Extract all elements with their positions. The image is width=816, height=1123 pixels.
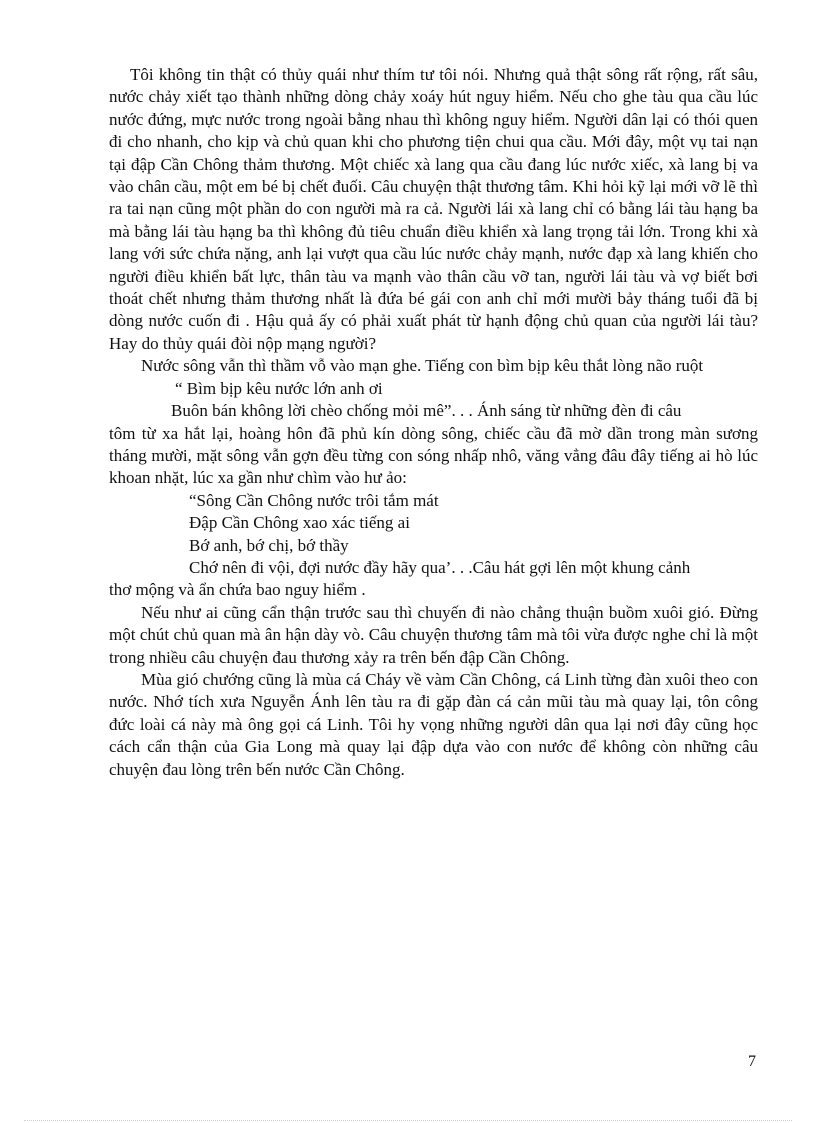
verse-bim-bip-line-1: “ Bìm bịp kêu nước lớn anh ơi [175,378,383,398]
verse-can-chong-line-3: Bớ anh, bớ chị, bớ thầy [189,535,349,555]
paragraph-mua-gio-chuong: Mùa gió chướng cũng là mùa cá Cháy về vàm Cần Chông, cá Linh từng đàn xuôi theo con nước. Nhớ tích xưa Nguyễn Ánh lên tàu ra đi gặp đàn cá cản mũi tàu mà quay lại, tôn công đức loài cá này mà ông gọi cá Linh. Tôi hy vọng những người dân qua lại nơi đây cũng học cách cẩn thận của Gia Long mà quay lại đập dựa vào con nước để không còn những câu chuyện đau lòng trên bến nước Cần Chông. [109,669,758,779]
page-bottom-divider [24,1120,792,1121]
verse-bim-bip-line-2: Buôn bán không lời chèo chống mỏi mê”. . . Ánh sáng từ những đèn đi câu [171,401,682,421]
paragraph-can-than: Nếu như ai cũng cẩn thận trước sau thì chuyến đi nào chẳng thuận buồm xuôi gió. Đừng một chút chủ quan mà ân hận dày vò. Câu chuyện thương tâm mà tôi vừa được nghe chỉ là một trong nhiều câu chuyện đau thương xảy ra trên bến đập Cần Chông. [109,602,758,667]
paragraph-tho-mong: thơ mộng và ẩn chứa bao nguy hiểm . [109,580,366,600]
document-body [109,64,758,781]
verse-can-chong-line-4: Chớ nên đi vội, đợi nước đầy hãy qua’. . .Câu hát gợi lên một khung cảnh [189,557,691,577]
verse-can-chong-line-1: “Sông Cần Chông nước trôi tắm mát [189,490,439,510]
paragraph-hoang-hon: tôm từ xa hắt lại, hoàng hôn đã phủ kín dòng sông, chiếc cầu đã mờ dần trong màn sương tháng mười, mặt sông vẫn gợn đều từng con sóng nhấp nhô, văng vẳng đâu đây tiếng ai hò lúc khoan nhặt, lúc xa gần như chìm vào hư ảo: [109,423,758,488]
verse-can-chong-line-2: Đập Cần Chông xao xác tiếng ai [189,513,410,533]
paragraph-thuy-quai: Tôi không tin thật có thủy quái như thím tư tôi nói. Nhưng quả thật sông rất rộng, rất sâu, nước chảy xiết tạo thành những dòng chảy xoáy hút nguy hiểm. Nếu cho ghe tàu qua cầu lúc nước đứng, mực nước trong ngoài bằng nhau thì không nguy hiểm. Người dân lại có thói quen đi cho nhanh, cho kịp và chủ quan khi cho phương tiện chui qua cầu. Mới đây, một vụ tai nạn tại đập Cần Chông thảm thương. Một chiếc xà lang qua cầu đang lúc nước xiếc, xà lang bị va vào chân cầu, một em bé bị chết đuối. Câu chuyện thật thương tâm. Khi hỏi kỹ lại mới vỡ lẽ thì ra tai nạn cũng một phần do con người mà ra cả. Người lái xà lang chỉ có bằng lái tàu hạng ba mà bằng lái tàu hạng ba thì không đủ tiêu chuẩn điều khiển xà lang trọng tải lớn. Trong khi xà lang với sức chứa nặng, anh lại vượt qua cầu lúc nước chảy mạnh, nước đạp xà lang khiến cho người điều khiển bất lực, thân tàu va mạnh vào thân cầu vỡ tan, người lái tàu và vợ biết bơi thoát chết nhưng thảm thương nhất là đứa bé gái con anh chỉ mới mười bảy tháng tuổi đã bị dòng nước cuốn đi . Hậu quả ấy có phải xuất phát từ hạnh động chủ quan của người lái tàu? Hay do thủy quái đòi nộp mạng người? [109,65,758,353]
paragraph-nuoc-song: Nước sông vẫn thì thầm vỗ vào mạn ghe. Tiếng con bìm bịp kêu thắt lòng não ruột [141,356,704,376]
page-number: 7 [748,1053,756,1070]
